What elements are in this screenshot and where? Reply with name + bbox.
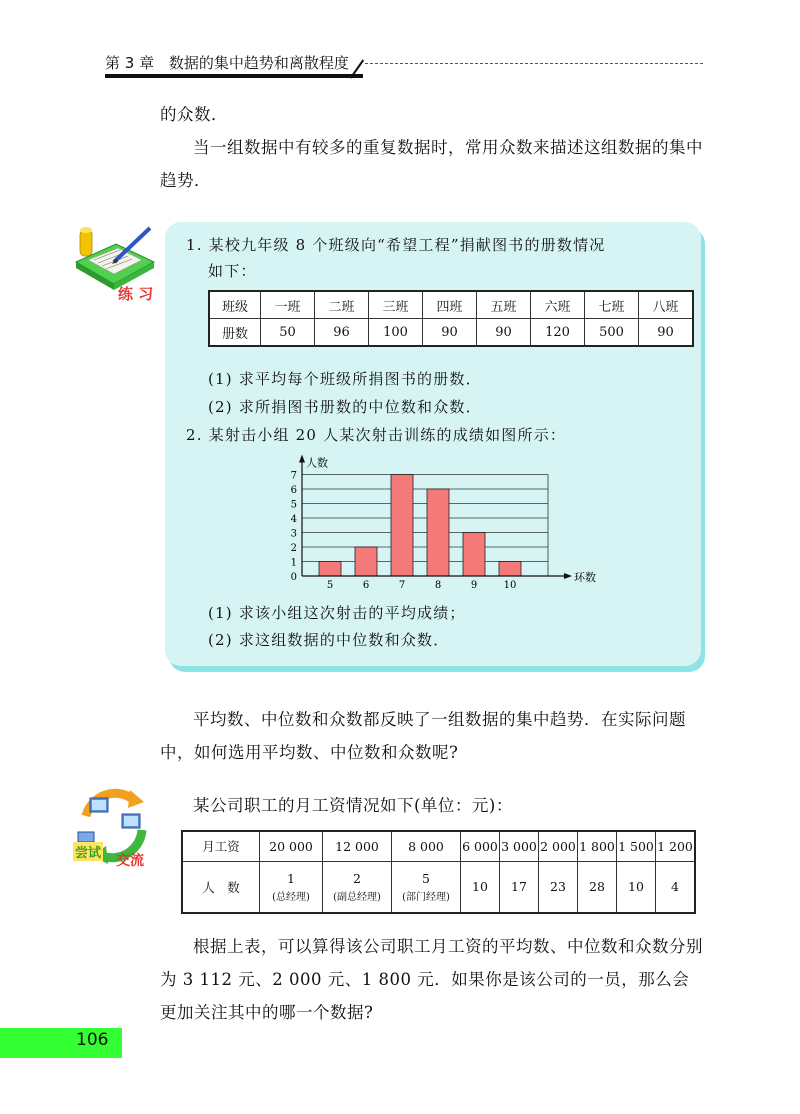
middle-paragraph: 平均数、中位数和众数都反映了一组数据的集中趋势．在实际问题中，如何选用平均数、中位数和众数呢? (160, 710, 686, 762)
table-cell: 28 (578, 861, 617, 913)
table-cell: 90 (639, 319, 694, 347)
table-cell: 6 000 (461, 831, 500, 861)
table-cell: 1 800 (578, 831, 617, 861)
table-cell: 100 (369, 319, 423, 347)
score-bar-chart (282, 450, 612, 590)
header-underline (105, 74, 363, 78)
bar (355, 547, 377, 576)
table-cell: 17 (500, 861, 539, 913)
table-cell: 20 000 (260, 831, 323, 861)
table-row (182, 831, 695, 861)
table-cell: 10 (617, 861, 656, 913)
table-cell: 班级 (209, 291, 261, 319)
table-cell: 1 200 (656, 831, 696, 861)
y-axis-arrow (299, 455, 305, 463)
table-cell (260, 861, 323, 913)
table-cell: 120 (531, 319, 585, 347)
chapter-title: 数据的集中趋势和离散程度 (168, 54, 349, 72)
x-tick-label: 6 (362, 580, 370, 590)
q1-line1: 1. 某校九年级 8 个班级向“希望工程”捐献图书的册数情况 (186, 236, 606, 254)
chapter-header (105, 52, 349, 73)
intro-paragraph: 当一组数据中有较多的重复数据时，常用众数来描述这组数据的集中趋势． (160, 138, 703, 190)
table-cell: 六班 (531, 291, 585, 319)
chapter-number: 第 3 章 (105, 54, 155, 72)
role-note: (副总经理) (333, 891, 381, 903)
y-tick-label: 7 (290, 470, 297, 482)
conclusion-paragraph: 根据上表，可以算得该公司职工月工资的平均数、中位数和众数分别为 3 112 元、2 000 元、1 800 元．如果你是该公司的一员，那么会更加关注其中的哪一个数据? (160, 937, 703, 1022)
y-tick-label: 1 (290, 557, 297, 569)
table-cell: 七班 (585, 291, 639, 319)
table-cell: 96 (315, 319, 369, 347)
table-cell: 3 000 (500, 831, 539, 861)
table-cell: 500 (585, 319, 639, 347)
table-cell: 二班 (315, 291, 369, 319)
table-row (209, 319, 693, 347)
q1-part-a: (1) 求平均每个班级所捐图书的册数． (208, 370, 482, 388)
x-tick-label: 7 (398, 580, 406, 590)
q2-line: 2. 某射击小组 20 人某次射击训练的成绩如图所示： (186, 426, 567, 444)
table-row (182, 861, 695, 913)
table-cell: 50 (261, 319, 315, 347)
table-cell: 12 000 (323, 831, 392, 861)
table-cell: 四班 (423, 291, 477, 319)
table-cell: 8 000 (392, 831, 461, 861)
y-tick-label: 4 (290, 514, 297, 525)
role-note: (部门经理) (402, 891, 450, 903)
y-tick-label: 5 (290, 499, 297, 511)
exchange-label: 交流 (116, 853, 144, 869)
table-cell: 90 (423, 319, 477, 347)
x-tick-label: 5 (326, 580, 334, 590)
donation-table (208, 290, 694, 347)
y-tick-label: 2 (290, 543, 297, 554)
y-axis-label: 人数 (306, 456, 328, 470)
table-cell: 八班 (639, 291, 694, 319)
table-cell: 人 数 (182, 861, 260, 913)
table-cell: 月工资 (182, 831, 260, 861)
table-cell: 一班 (261, 291, 315, 319)
header-dashed-rule (365, 63, 703, 64)
bar (499, 562, 521, 577)
salary-intro: 某公司职工的月工资情况如下(单位：元)： (193, 796, 513, 815)
practice-label: 练 习 (118, 285, 154, 303)
table-cell: 1 500 (617, 831, 656, 861)
bar (319, 562, 341, 577)
y-tick-label: 6 (290, 485, 297, 496)
count-value: 1 (287, 870, 295, 886)
table-cell (323, 861, 392, 913)
page-number: 106 (76, 1030, 109, 1050)
x-axis-label: 环数 (574, 571, 596, 584)
table-cell (392, 861, 461, 913)
q2-part-b: (2) 求这组数据的中位数和众数． (208, 631, 450, 649)
q2-part-a: (1) 求该小组这次射击的平均成绩； (208, 604, 466, 622)
count-value: 2 (353, 870, 361, 886)
table-cell: 三班 (369, 291, 423, 319)
y-tick-label: 3 (290, 528, 297, 540)
bar (463, 533, 485, 577)
table-cell: 90 (477, 319, 531, 347)
q1-part-b: (2) 求所捐图书册数的中位数和众数． (208, 398, 482, 416)
table-cell: 4 (656, 861, 696, 913)
x-tick-label: 9 (470, 580, 478, 590)
x-axis-arrow (564, 573, 572, 579)
role-note: (总经理) (272, 891, 310, 903)
bar (427, 489, 449, 576)
intro-line: 的众数． (160, 105, 228, 124)
table-cell: 册数 (209, 319, 261, 347)
x-tick-label: 8 (434, 580, 442, 590)
table-cell: 2 000 (539, 831, 578, 861)
table-cell: 23 (539, 861, 578, 913)
table-cell: 五班 (477, 291, 531, 319)
bar (391, 475, 413, 577)
table-header-row (209, 291, 693, 319)
count-value: 5 (422, 870, 430, 886)
table-cell: 10 (461, 861, 500, 913)
salary-table (181, 830, 696, 914)
q1-line2: 如下： (208, 262, 257, 280)
x-tick-label: 10 (503, 580, 517, 590)
trial-label: 尝试 (73, 842, 103, 861)
y-tick-label: 0 (290, 572, 297, 583)
